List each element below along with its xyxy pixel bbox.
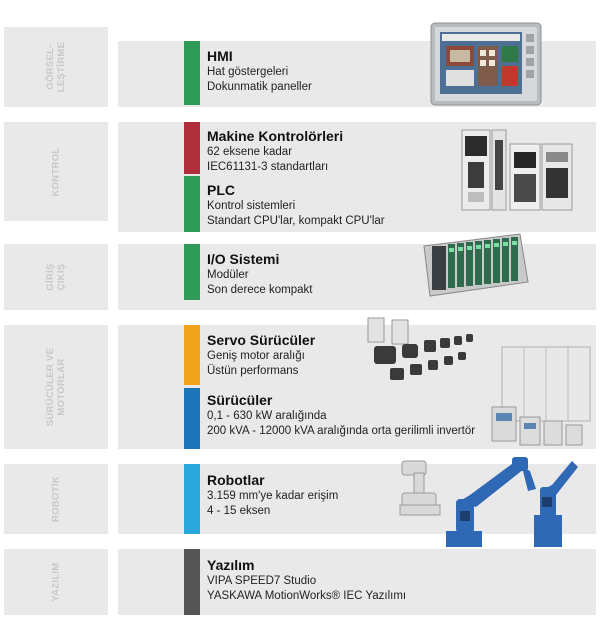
entry-title: Robotlar [207, 472, 265, 488]
entry-color-bar [184, 244, 200, 300]
hmi-panel-image [428, 20, 543, 108]
entry-line: Hat göstergeleri [207, 66, 289, 78]
entry-line: 0,1 - 630 kW aralığında [207, 410, 327, 422]
entry-line: 4 - 15 eksen [207, 505, 271, 517]
entry-line: Son derece kompakt [207, 284, 313, 296]
section-label-visualization: GÖRSEL- LEŞTİRME [4, 27, 108, 107]
inverter-drives-image [490, 345, 594, 449]
entry-line: Kontrol sistemleri [207, 200, 296, 212]
entry-color-bar [184, 41, 200, 105]
entry-title: Sürücüler [207, 392, 273, 408]
section-label-control: KONTROL [4, 122, 108, 221]
entry-title: Yazılım [207, 557, 255, 573]
entry-line: Dokunmatik paneller [207, 81, 312, 93]
section-label-io: GİRİŞ ÇIKIŞ [4, 244, 108, 310]
entry-title: HMI [207, 48, 233, 64]
entry-line: 62 eksene kadar [207, 146, 293, 158]
entry-line: Geniş motor aralığı [207, 350, 305, 362]
section-label-software: YAZILIM [4, 549, 108, 615]
entry-color-bar [184, 464, 200, 534]
entry-line: Modüler [207, 269, 249, 281]
section-label-drives-motors: SÜRÜCÜLER VE MOTORLAR [4, 325, 108, 449]
entry-title: PLC [207, 182, 235, 198]
entry-line: IEC61131-3 standartları [207, 161, 329, 173]
entry-color-bar [184, 122, 200, 174]
entry-title: I/O Sistemi [207, 251, 280, 267]
io-modules-image [420, 232, 530, 302]
entry-line: Standart CPU'lar, kompakt CPU'lar [207, 215, 385, 227]
robots-image [396, 455, 596, 555]
entry-line: 200 kVA - 12000 kVA aralığında orta gerilimli invertör [207, 425, 476, 437]
controller-modules-image [460, 124, 576, 214]
entry-title: Servo Sürücüler [207, 332, 316, 348]
entry-line: YASKAWA MotionWorks® IEC Yazılımı [207, 590, 407, 602]
entry-title: Makine Kontrolörleri [207, 128, 344, 144]
servo-motors-image [360, 316, 490, 390]
entry-line: 3.159 mm'ye kadar erişim [207, 490, 339, 502]
entry-line: Üstün performans [207, 365, 299, 377]
section-label-robotics: ROBOTİK [4, 464, 108, 534]
entry-line: VIPA SPEED7 Studio [207, 575, 317, 587]
entry-color-bar [184, 549, 200, 615]
entry-color-bar [184, 388, 200, 449]
entry-color-bar [184, 176, 200, 232]
entry-color-bar [184, 325, 200, 385]
